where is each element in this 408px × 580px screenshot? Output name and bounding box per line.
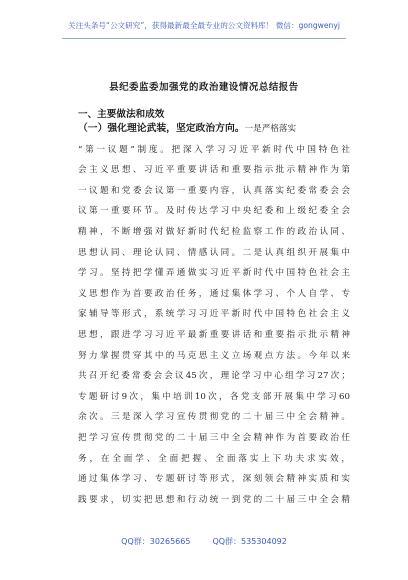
body-line: 专题研讨9次，集中培训10次，各党支部开展集中学习60 (78, 391, 350, 402)
body-line: 思想，跟进学习习近平最新重要讲话和重要指示批示精神 (78, 329, 350, 340)
body-line: 议第一重要环节。及时传达学习中央纪委和上级纪委全会 (78, 206, 350, 217)
footer-qq-group-2: QQ群：535304092 (212, 537, 287, 546)
footer-contact (0, 536, 408, 547)
header-banner: 关注头条号“公文研究”，获得最新最全最专业的公文资料库！ 微信：gongwenyj (68, 21, 340, 30)
body-line: “第一议题”制度。把深入学习习近平新时代中国特色社 (78, 144, 350, 155)
body-line: 思想认同、理论认同、情感认同。二是认真组织开展集中 (78, 247, 350, 258)
body-line: 努力掌握贯穿其中的马克思主义立场观点方法。今年以来 (78, 350, 350, 361)
header-divider (62, 38, 346, 39)
body-line: 会主义思想、习近平重要讲话和重要指示批示精神作为第 (78, 165, 350, 176)
body-line: 余次。三是深入学习宣传贯彻党的二十届三中全会精神。 (78, 412, 350, 423)
section-heading: 一、主要做法和成效 (78, 109, 165, 120)
body-line (78, 119, 350, 140)
body-line-text: 一是严格落实 (244, 124, 297, 134)
body-line: 践要求，切实把思想和行动统一到党的二十届三中全会精 (78, 494, 350, 505)
body-line: 一议题和党委会议第一重要内容，认真落实纪委常委会会 (78, 185, 350, 196)
body-line: 共召开纪委常委会会议45次，理论学习中心组学习27次； (78, 371, 350, 382)
body-line: 学习。坚持把学懂弄通做实习近平新时代中国特色社会主 (78, 268, 350, 279)
body-line: 务，在全面学、全面把握、全面落实上下功夫求实效， (78, 453, 350, 464)
document-title: 县纪委监委加强党的政治建设情况总结报告 (109, 82, 299, 93)
body-line: 义思想作为首要政治任务，通过集体学习、个人自学、专 (78, 288, 350, 299)
body-line: 通过集体学习、专题研讨等形式，深刻领会精神实质和实 (78, 474, 350, 485)
footer-qq-group-1: QQ群：30265665 (121, 537, 191, 546)
body-text (78, 119, 350, 510)
body-line: 把学习宣传贯彻党的二十届三中全会精神作为首要政治任 (78, 432, 350, 443)
body-line: 精神，不断增强对做好新时代纪检监察工作的政治认同、 (78, 226, 350, 237)
body-line: 家辅导等形式，系统学习习近平新时代中国特色社会主义 (78, 309, 350, 320)
subheading: （一）强化理论武装，坚定政治方向。 (78, 123, 245, 134)
